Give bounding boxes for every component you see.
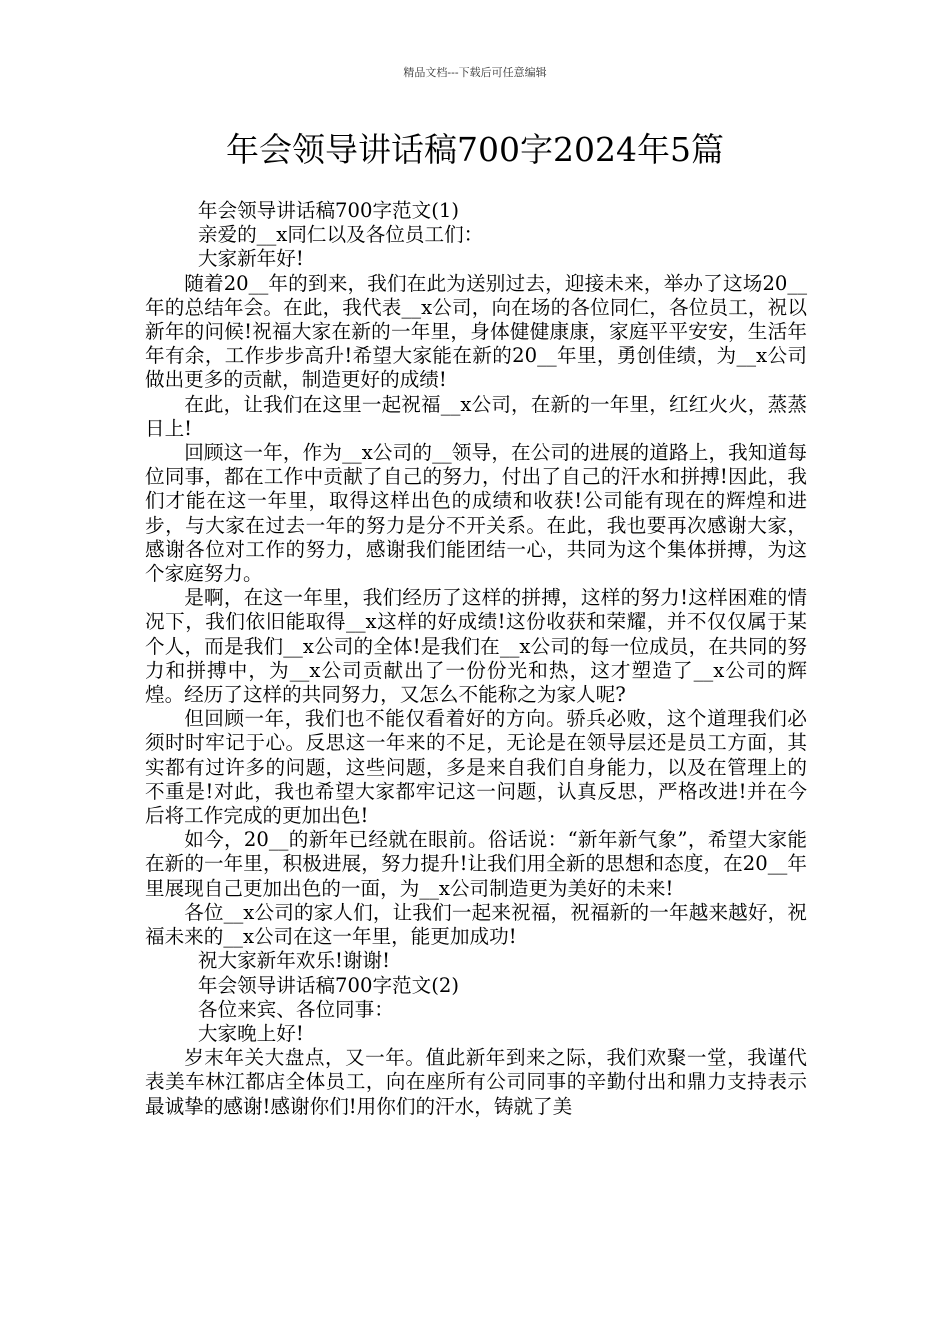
body-paragraph: 但回顾一年，我们也不能仅看着好的方向。骄兵必败，这个道理我们必须时时牢记于心。反思这一年来的不足，无论是在领导层还是员工方面，其实都有过许多的问题，这些问题，多是来自我们自身能力，以及在管理上的不重是!对此，我也希望大家都牢记这一问题，认真反思，严格改进!并在今后将工作完成的更加出色! [145, 707, 807, 828]
salutation: 亲爱的__x同仁以及各位员工们： [197, 223, 484, 247]
body-paragraph: 各位__x公司的家人们，让我们一起来祝福，祝福新的一年越来越好，祝福未来的__x公司在这一年里，能更加成功! [145, 900, 807, 949]
greeting: 大家新年好! [197, 247, 304, 271]
body-paragraph: 岁末年关大盘点，又一年。值此新年到来之际，我们欢聚一堂，我谨代表美车林江都店全体员工，向在座所有公司同事的辛勤付出和鼎力支持表示最诚挚的感谢!感谢你们!用你们的汗水，铸就了美 [145, 1046, 807, 1118]
document-title: 年会领导讲话稿700字2024年5篇 [226, 130, 724, 169]
section-heading-2: 年会领导讲话稿700字范文(2) [197, 973, 459, 997]
greeting: 大家晚上好! [197, 1021, 304, 1045]
body-paragraph: 在此，让我们在这里一起祝福__x公司，在新的一年里，红红火火，蒸蒸日上! [145, 392, 807, 440]
header-note: 精品文档---下载后可任意编辑 [403, 66, 547, 79]
section-heading-1: 年会领导讲话稿700字范文(1) [197, 199, 459, 222]
body-paragraph: 如今，20__的新年已经就在眼前。俗话说：“新年新气象”，希望大家能在新的一年里，积极进展，努力提升!让我们用全新的思想和态度，在20__年里展现自己更加出色的一面，为__x公司制造更为美好的未来! [145, 828, 807, 900]
body-paragraph: 回顾这一年，作为__x公司的__领导，在公司的进展的道路上，我知道每位同事，都在工作中贡献了自己的努力，付出了自己的汗水和拼搏!因此，我们才能在这一年里，取得这样出色的成绩和收获!公司能有现在的辉煌和进步，与大家在过去一年的努力是分不开关系。在此，我也要再次感谢大家，感谢各位对工作的努力，感谢我们能团结一心，共同为这个集体拼搏，为这个家庭努力。 [145, 441, 807, 586]
document-body [145, 199, 807, 1119]
closing-line: 祝大家新年欢乐!谢谢! [197, 949, 390, 973]
salutation: 各位来宾、各位同事： [197, 997, 394, 1021]
body-paragraph: 是啊，在这一年里，我们经历了这样的拼搏，这样的努力!这样困难的情况下，我们依旧能取得__x这样的好成绩!这份收获和荣耀，并不仅仅属于某个人，而是我们__x公司的全体!是我们在__x公司的每一位成员，在共同的努力和拼搏中，为__x公司贡献出了一份份光和热，这才塑造了__x公司的辉煌。经历了这样的共同努力，又怎么不能称之为家人呢? [145, 586, 807, 707]
body-paragraph: 随着20__年的到来，我们在此为送别过去，迎接未来，举办了这场20__年的总结年会。在此，我代表__x公司，向在场的各位同仁，各位员工，祝以新年的问候!祝福大家在新的一年里，身体健健康康，家庭平平安安，生活年年有余，工作步步高升!希望大家能在新的20__年里，勇创佳绩，为__x公司做出更多的贡献，制造更好的成绩! [145, 271, 807, 392]
